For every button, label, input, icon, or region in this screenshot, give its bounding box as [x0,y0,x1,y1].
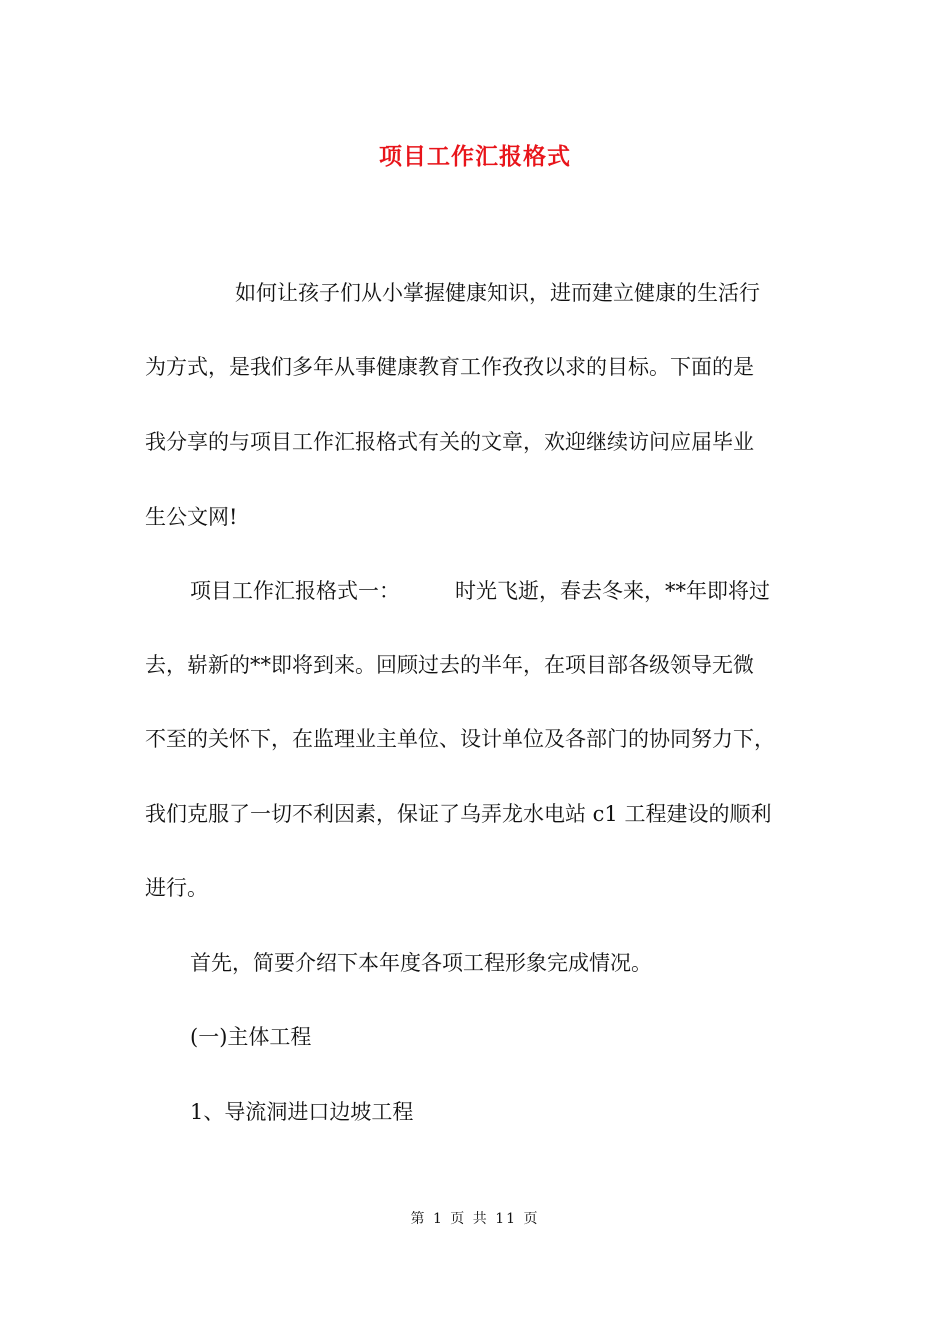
paragraph-line: 去，崭新的**即将到来。回顾过去的半年，在项目部各级领导无微 [145,653,754,677]
document-title: 项目工作汇报格式 [379,143,571,170]
subsection-heading: 1、导流洞进口边坡工程 [190,1100,414,1124]
section-heading: 项目工作汇报格式一： [190,579,400,603]
paragraph-line: 首先，简要介绍下本年度各项工程形象完成情况。 [190,951,652,975]
paragraph-line: 进行。 [145,876,208,900]
paragraph-line: 我们克服了一切不利因素，保证了乌弄龙水电站 c1 工程建设的顺利 [145,802,772,826]
section-heading: (一)主体工程 [190,1025,312,1049]
paragraph-line: 生公文网! [145,505,238,529]
page-footer: 第 1 页 共 11 页 [410,1211,540,1227]
paragraph-line [190,576,770,606]
paragraph-line: 不至的关怀下，在监理业主单位、设计单位及各部门的协同努力下， [145,727,775,751]
paragraph-line: 为方式，是我们多年从事健康教育工作孜孜以求的目标。下面的是 [145,355,754,379]
paragraph-line: 如何让孩子们从小掌握健康知识，进而建立健康的生活行 [235,281,760,305]
paragraph-line: 我分享的与项目工作汇报格式有关的文章，欢迎继续访问应届毕业 [145,430,754,454]
paragraph-text: 时光飞逝，春去冬来，**年即将过 [455,579,770,603]
